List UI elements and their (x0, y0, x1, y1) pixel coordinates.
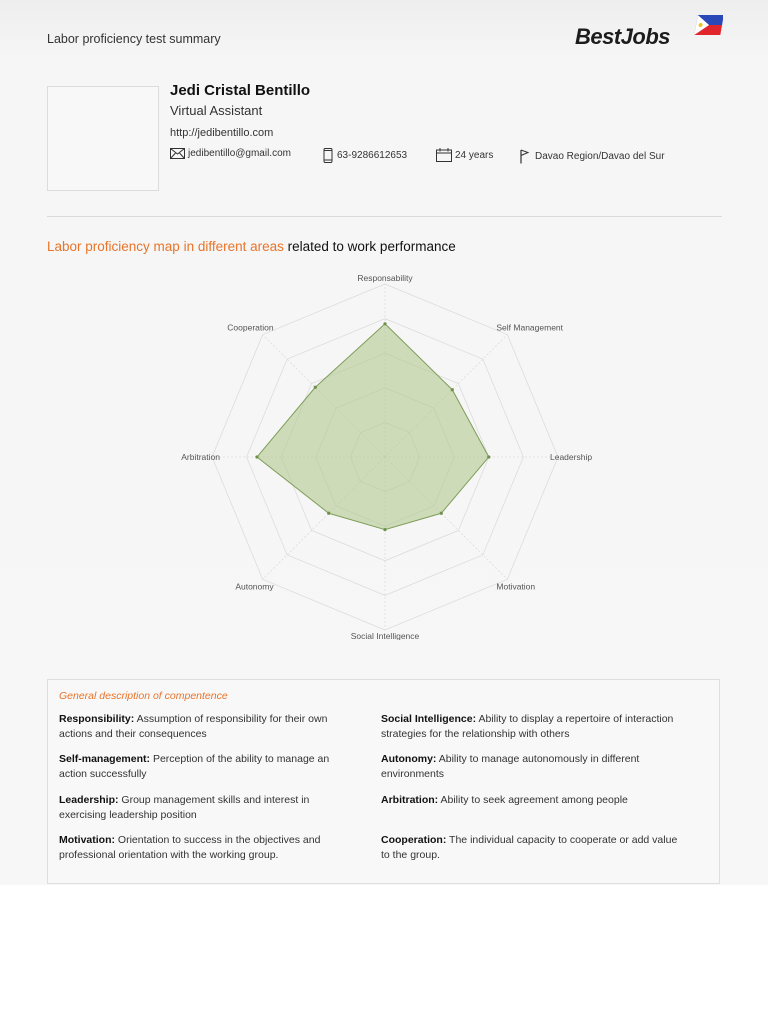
description-item-arbitration (381, 793, 681, 808)
section-title-rest: related to work performance (283, 239, 456, 254)
candidate-url[interactable]: http://jedibentillo.com (170, 127, 274, 139)
radar-axis-label: Motivation (496, 581, 536, 592)
radar-data-point (327, 512, 330, 515)
contact-location (518, 148, 665, 164)
description-term: Cooperation: (381, 834, 447, 846)
radar-data-point (314, 386, 317, 389)
radar-data-point (383, 528, 386, 531)
description-text: The individual capacity to cooperate or add value to the group. (381, 834, 678, 861)
report-title: Labor proficiency test summary (47, 32, 221, 46)
contact-age-text: 24 years (455, 149, 494, 161)
description-text: Perception of the ability to manage an action successfully (59, 753, 330, 780)
contact-phone[interactable] (322, 148, 407, 163)
profile-photo (47, 86, 159, 191)
radar-data-point (383, 322, 386, 325)
description-item-cooperation (381, 833, 681, 863)
description-term: Self-management: (59, 753, 151, 765)
radar-axis-label: Leadership (550, 452, 593, 462)
description-text: Ability to manage autonomously in different environments (381, 753, 640, 780)
description-item-responsibility (59, 712, 359, 742)
radar-axis-label: Arbitration (181, 452, 220, 462)
description-item-autonomy (381, 752, 681, 782)
phone-icon (322, 148, 334, 163)
philippine-flag-icon (693, 14, 723, 36)
competence-description-box (47, 679, 720, 884)
description-text: Orientation to success in the objectives and professional orientation with the working group. (59, 834, 321, 861)
radar-data-point (440, 512, 443, 515)
radar-axis-label: Social Intelligence (350, 631, 420, 640)
description-term: Social Intelligence: (381, 713, 477, 725)
section-title-accent: Labor proficiency map in different areas (47, 239, 284, 254)
description-term: Motivation: (59, 834, 115, 846)
description-text: Ability to display a repertoire of interaction strategies for the relationship with others (381, 713, 674, 740)
description-text: Ability to seek agreement among people (438, 794, 628, 806)
description-heading: General description of compentence (59, 690, 228, 702)
contact-phone-text: 63-9286612653 (337, 150, 408, 161)
description-item-social-intelligence (381, 712, 681, 742)
radar-axis-label: Cooperation (227, 322, 274, 333)
candidate-name: Jedi Cristal Bentillo (170, 82, 311, 99)
description-text: Assumption of responsibility for their own actions and their consequences (59, 713, 328, 740)
contact-email-text: jedibentillo@gmail.com (188, 148, 291, 159)
radar-axis-label: Responsability (357, 273, 413, 283)
radar-axis-label: Autonomy (235, 581, 274, 592)
description-term: Leadership: (59, 794, 119, 806)
radar-data-point (255, 455, 258, 458)
section-title (47, 239, 456, 254)
bestjobs-logo[interactable] (575, 14, 725, 54)
description-item-self-management (59, 752, 359, 782)
contact-email[interactable] (170, 148, 291, 159)
description-term: Arbitration: (381, 794, 439, 806)
description-term: Responsibility: (59, 713, 135, 725)
radar-data-point (487, 455, 490, 458)
radar-series-area (257, 324, 489, 530)
calendar-icon (436, 148, 452, 162)
logo-text: BestJobs (575, 24, 671, 49)
description-item-leadership (59, 793, 359, 823)
description-text: Group management skills and interest in exercising leadership position (59, 794, 310, 821)
proficiency-radar-chart (150, 270, 620, 640)
candidate-job-title: Virtual Assistant (170, 103, 263, 118)
header-divider (47, 216, 722, 217)
description-term: Autonomy: (381, 753, 437, 765)
description-item-motivation (59, 833, 359, 863)
contact-location-text: Davao Region/Davao del Sur (535, 150, 665, 162)
radar-axis-label: Self Management (496, 322, 564, 333)
contact-age (436, 148, 493, 162)
envelope-icon (170, 148, 185, 159)
location-flag-icon (518, 148, 532, 164)
radar-data-point (451, 388, 454, 391)
